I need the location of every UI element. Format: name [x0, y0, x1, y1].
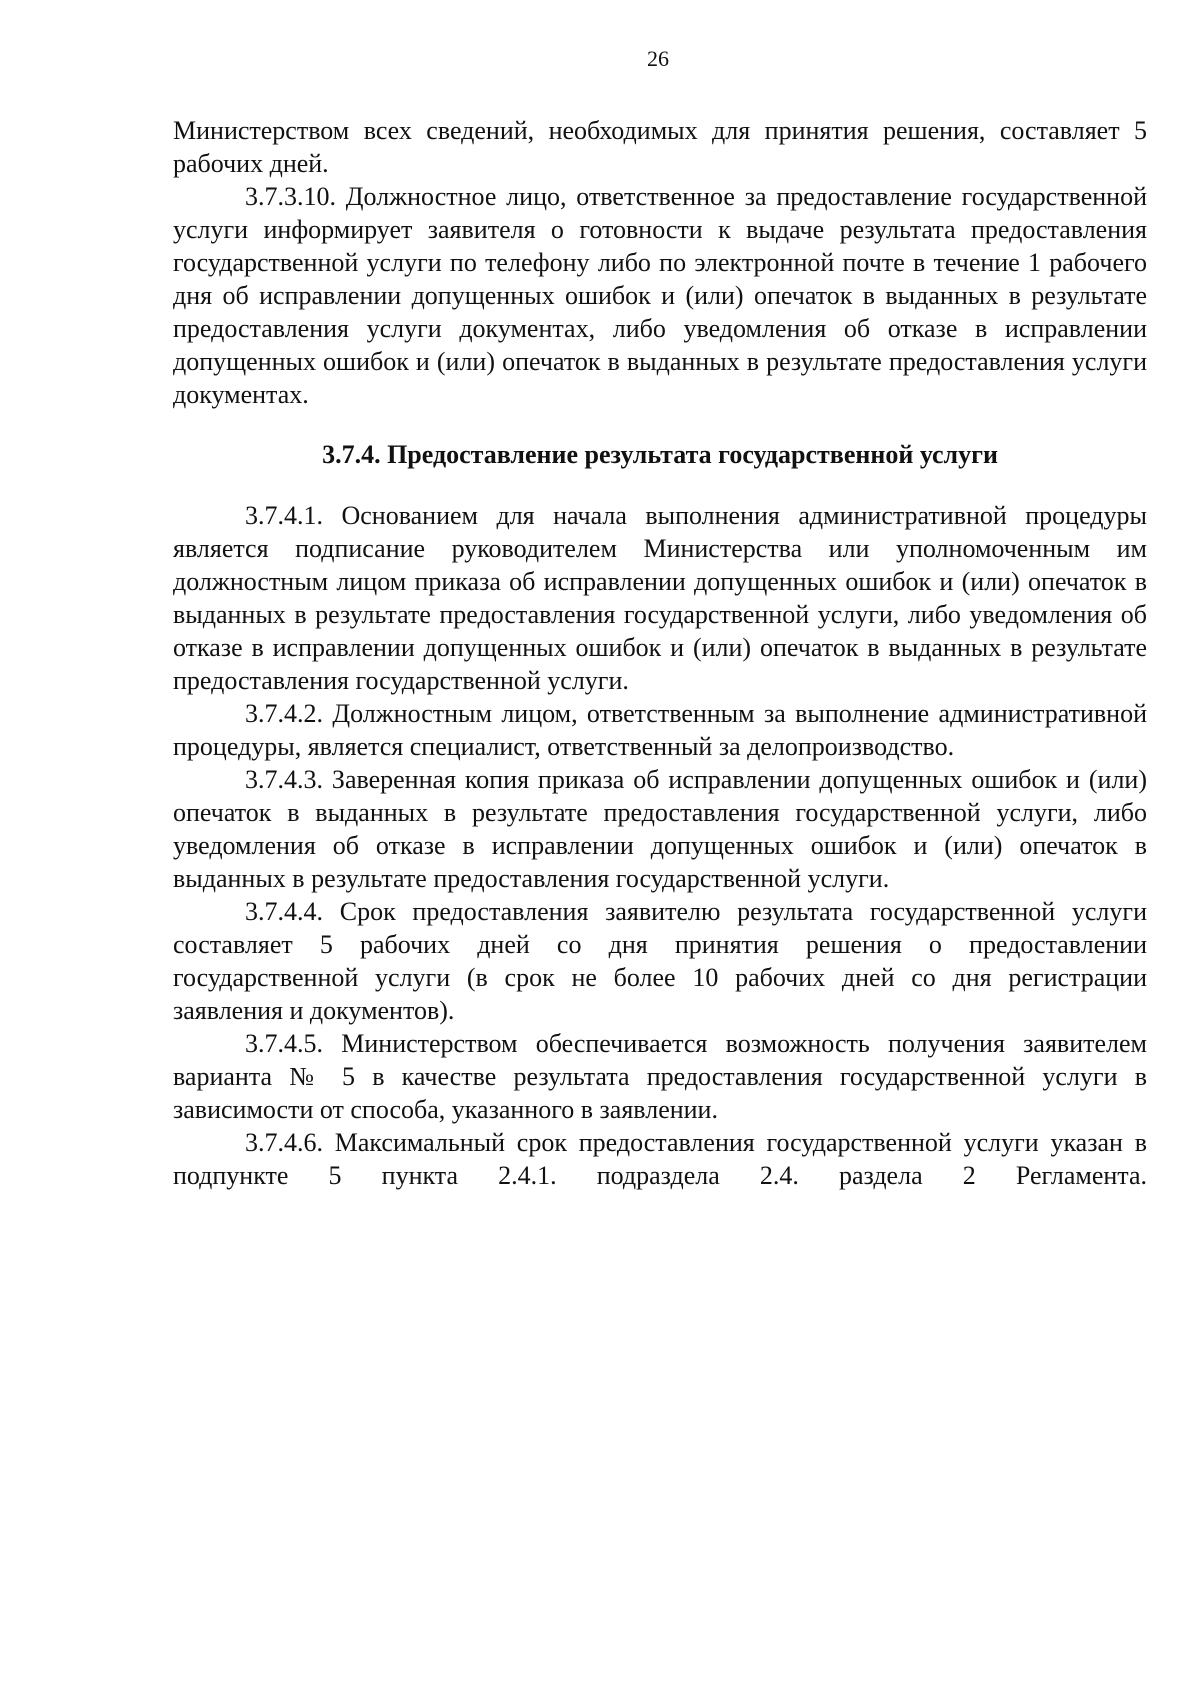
- paragraph-3-7-4-1: 3.7.4.1. Основанием для начала выполнения административной процедуры является подписание руководителем Министерства или уполномоченным им должностным лицом приказа об исправлении допущенных ошибок и (или) опечаток в выданных в результате предоставления государственной услуги, либо уведомления об отказе в исправлении допущенных ошибок и (или) опечаток в выданных в результате предоставления государственной услуги.: [173, 501, 1147, 695]
- paragraph-3-7-4-3: 3.7.4.3. Заверенная копия приказа об исправлении допущенных ошибок и (или) опечаток в выданных в результате предоставления государственной услуги, либо уведомления об отказе в исправлении допущенных ошибок и (или) опечаток в выданных в результате предоставления государственной услуги.: [173, 765, 1147, 893]
- paragraph-3-7-4-2: 3.7.4.2. Должностным лицом, ответственным за выполнение административной процедуры, является специалист, ответственный за делопроизводство.: [173, 699, 1147, 761]
- paragraph-3-7-4-6: 3.7.4.6. Максимальный срок предоставления государственной услуги указан в подпункте 5 пункта 2.4.1. подраздела 2.4. раздела 2 Регламента.: [173, 1128, 1147, 1190]
- paragraph-3-7-3-10: 3.7.3.10. Должностное лицо, ответственное за предоставление государственной услуги информирует заявителя о готовности к выдаче результата предоставления государственной услуги по телефону либо по электронной почте в течение 1 рабочего дня об исправлении допущенных ошибок и (или) опечаток в выданных в результате предоставления услуги документах, либо уведомления об отказе в исправлении допущенных ошибок и (или) опечаток в выданных в результате предоставления услуги документах.: [173, 182, 1147, 409]
- paragraph-3-7-4-4: 3.7.4.4. Срок предоставления заявителю результата государственной услуги составляет 5 рабочих дней со дня принятия решения о предоставлении государственной услуги (в срок не более 10 рабочих дней со дня регистрации заявления и документов).: [173, 897, 1147, 1025]
- paragraph-continuation: Министерством всех сведений, необходимых для принятия решения, составляет 5 рабочих дней.: [173, 116, 1147, 178]
- section-heading: 3.7.4. Предоставление результата государственной услуги: [322, 440, 998, 469]
- document-body: [173, 114, 1147, 1192]
- paragraph-3-7-4-5: 3.7.4.5. Министерством обеспечивается возможность получения заявителем варианта № 5 в качестве результата предоставления государственной услуги в зависимости от способа, указанного в заявлении.: [173, 1029, 1147, 1124]
- page-number: 26: [647, 46, 669, 71]
